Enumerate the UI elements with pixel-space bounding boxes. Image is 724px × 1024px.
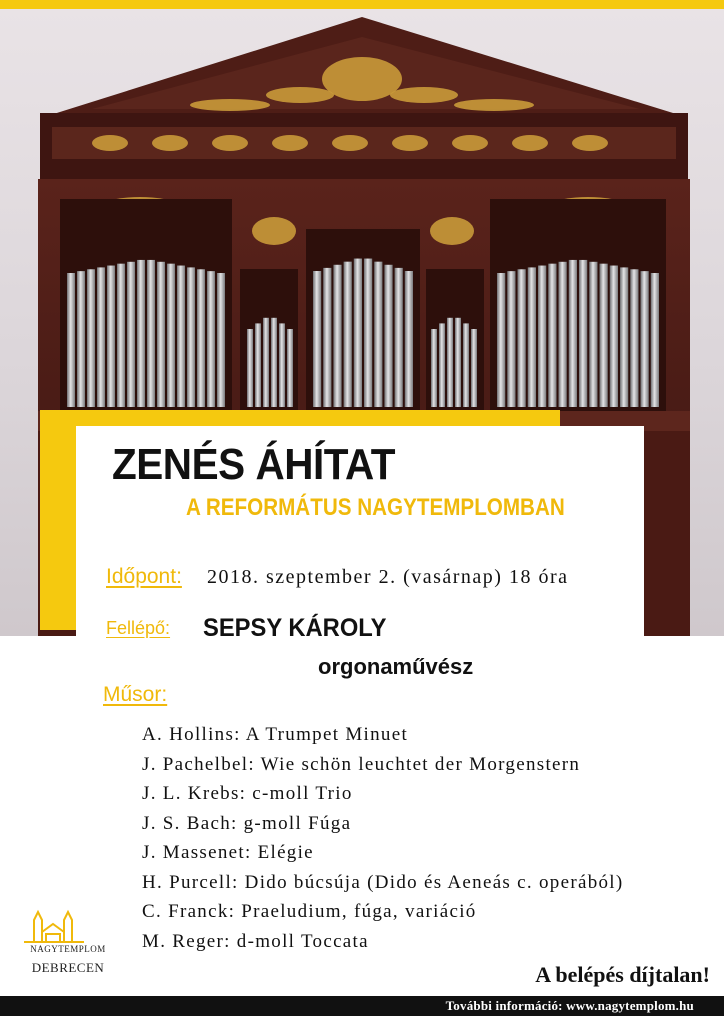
gilded-ornament: [332, 135, 368, 151]
organ-pipe: [271, 318, 277, 407]
gilded-ornament: [266, 87, 334, 103]
gilded-ornament: [92, 135, 128, 151]
program-item: C. Franck: Praeludium, fúga, variáció: [142, 901, 477, 922]
organ-pipe: [431, 329, 437, 407]
organ-pipe: [374, 262, 382, 407]
organ-pipe: [518, 269, 526, 407]
event-subtitle: A REFORMÁTUS NAGYTEMPLOMBAN: [186, 494, 565, 521]
organ-pipe: [137, 260, 145, 407]
organ-pipe: [620, 267, 628, 407]
program-label: Műsor:: [103, 683, 168, 706]
footer-info: További információ: www.nagytemplom.hu: [445, 998, 694, 1013]
top-accent-bar: [0, 0, 724, 9]
organ-pipe: [384, 265, 392, 407]
organ-pipe: [463, 323, 469, 407]
program-item: J. L. Krebs: c-moll Trio: [142, 783, 353, 804]
program-item: J. Pachelbel: Wie schön leuchtet der Morgenstern: [142, 753, 581, 775]
organ-pipe: [117, 264, 125, 407]
organ-pipe: [255, 323, 261, 407]
organ-pipe: [651, 273, 659, 407]
organ-pipe: [147, 260, 155, 407]
performer-label: Fellépő:: [106, 618, 171, 638]
organ-pipe: [127, 262, 135, 407]
organ-pipe: [507, 271, 515, 407]
gilded-ornament: [452, 135, 488, 151]
organ-pipe: [217, 273, 225, 407]
program-item: J. Massenet: Elégie: [142, 842, 314, 863]
gilded-ornament: [190, 99, 270, 111]
organ-pipe: [87, 269, 95, 407]
organ-pipe: [107, 266, 115, 407]
organ-pipe: [354, 259, 362, 407]
organ-pipe: [323, 268, 331, 407]
organ-pipe: [97, 267, 105, 407]
organ-pipe: [439, 323, 445, 407]
program-item: J. S. Bach: g-moll Fúga: [142, 812, 352, 834]
gilded-ornament: [322, 57, 402, 101]
organ-pipe: [471, 329, 477, 407]
accent-frame-top: [76, 410, 560, 426]
performer-name: SEPSY KÁROLY: [203, 614, 387, 642]
organ-pipe: [187, 267, 195, 407]
performer-role: orgonaművész: [318, 654, 474, 679]
organ-pipe: [579, 260, 587, 407]
organ-pipe: [455, 318, 461, 407]
gilded-ornament: [152, 135, 188, 151]
program-item: M. Reger: d-moll Toccata: [142, 930, 369, 952]
organ-pipe: [548, 264, 556, 407]
gilded-ornament: [512, 135, 548, 151]
organ-pipe: [569, 260, 577, 407]
organ-pipe: [207, 271, 215, 407]
gilded-ornament: [572, 135, 608, 151]
gilded-ornament: [392, 135, 428, 151]
organ-pipe: [497, 273, 505, 407]
organ-pipe: [167, 264, 175, 407]
organ-pipe: [263, 318, 269, 407]
organ-pipe: [395, 268, 403, 407]
gilded-ornament: [390, 87, 458, 103]
organ-pipe: [247, 329, 253, 407]
organ-pipe: [67, 273, 75, 407]
logo-city: DEBRECEN: [31, 960, 105, 975]
organ-pipe: [333, 265, 341, 407]
gilded-ornament: [212, 135, 248, 151]
organ-pipe: [287, 329, 293, 407]
organ-pipe: [600, 264, 608, 407]
logo-name: NAGYTEMPLOM: [30, 944, 106, 954]
time-label: Időpont:: [106, 565, 182, 588]
gilded-ornament: [430, 217, 474, 245]
footer-bar: [0, 996, 724, 1016]
organ-pipe: [157, 262, 165, 407]
event-title: ZENÉS ÁHÍTAT: [112, 440, 396, 489]
program-item: A. Hollins: A Trumpet Minuet: [142, 724, 409, 745]
gilded-ornament: [454, 99, 534, 111]
free-entry-notice: A belépés díjtalan!: [535, 962, 710, 987]
organ-pipe: [405, 271, 413, 407]
gilded-ornament: [252, 217, 296, 245]
organ-pipe: [538, 266, 546, 407]
organ-pipe: [589, 262, 597, 407]
organ-pipe: [344, 262, 352, 407]
program-list: [142, 720, 624, 956]
organ-pipe: [630, 269, 638, 407]
organ-pipe: [559, 262, 567, 407]
organ-pipe: [197, 269, 205, 407]
organ-pipe: [313, 271, 321, 407]
organ-pipe: [447, 318, 453, 407]
organ-pipe: [641, 271, 649, 407]
organ-pipe: [177, 266, 185, 407]
time-value: 2018. szeptember 2. (vasárnap) 18 óra: [207, 566, 569, 588]
organ-pipe: [77, 271, 85, 407]
organ-pipe: [279, 323, 285, 407]
organ-pipe: [364, 259, 372, 407]
organ-pipe: [528, 267, 536, 407]
accent-frame-left: [40, 410, 76, 630]
program-item: H. Purcell: Dido búcsúja (Dido és Aeneás c. operából): [142, 871, 624, 893]
organ-pipe: [610, 266, 618, 407]
gilded-ornament: [272, 135, 308, 151]
